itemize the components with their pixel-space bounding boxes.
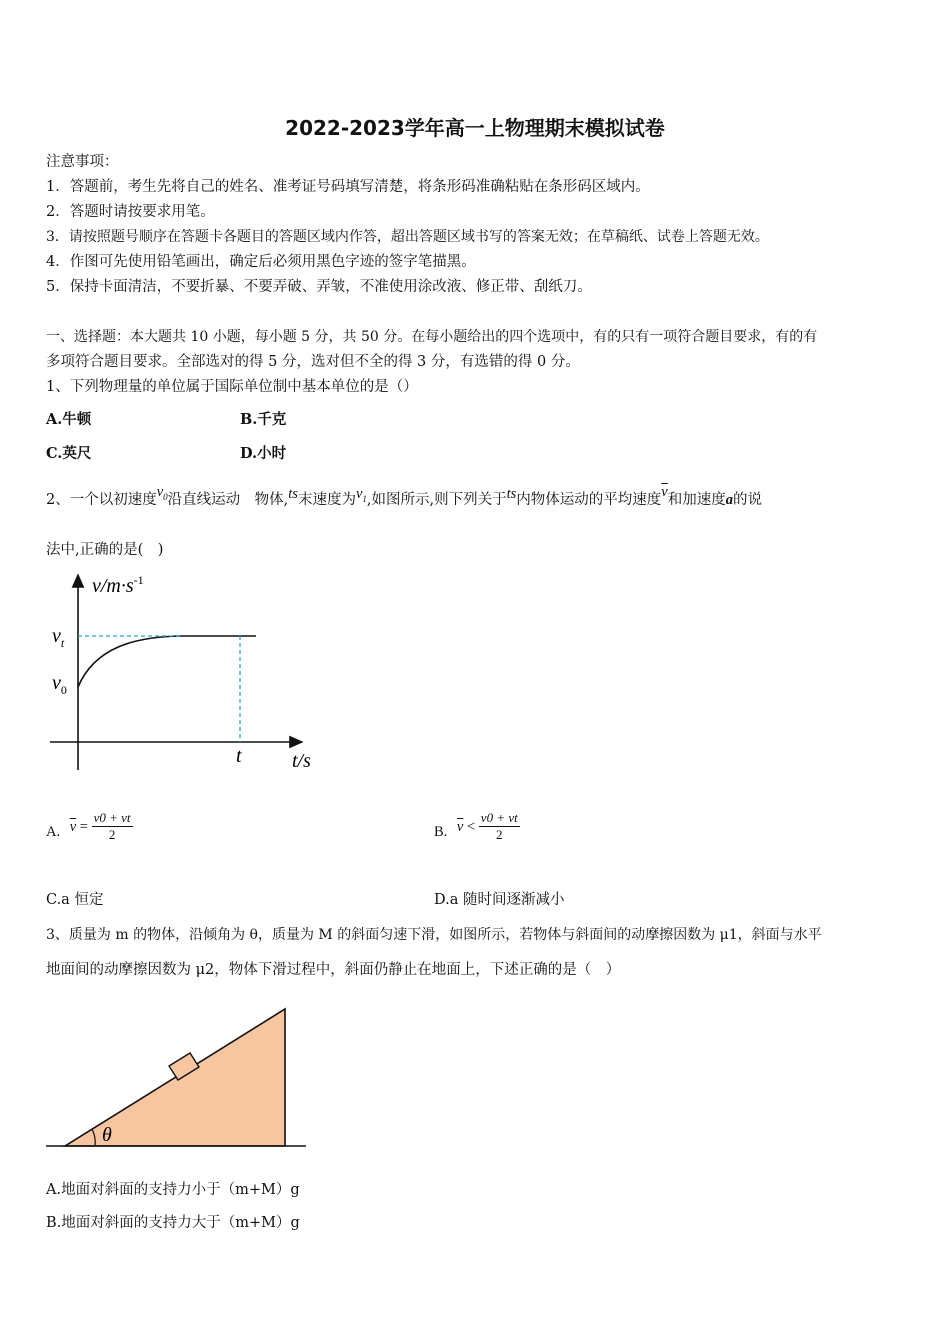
q2-text-6: 和加速度 — [667, 492, 726, 508]
incline-diagram — [40, 1000, 315, 1155]
velocity-curve — [78, 636, 256, 687]
q2-text-4: ,如图所示,则下列关于 — [366, 492, 507, 508]
q2-text-2: 沿直线运动 物体, — [167, 492, 289, 508]
notes-item-2: 2．答题时请按要求用笔。 — [46, 204, 215, 220]
q1-option-d: D.小时 — [240, 445, 287, 462]
velocity-time-graph — [40, 565, 330, 780]
notes-heading: 注意事项： — [46, 154, 119, 170]
q1-option-b: B.千克 — [240, 411, 287, 428]
q2-b-fraction: $\frac{v0 + vt}{2}$ — [480, 810, 518, 842]
q3-stem-line-1: 3、质量为 m 的物体，沿倾角为 θ，质量为 M 的斜面匀速下滑，如图所示，若物体与斜面间的动摩擦因数为 μ1，斜面与水平 — [46, 927, 822, 943]
graph-x-label: t/s — [292, 750, 311, 772]
q2-stem-line-2: 法中,正确的是( ) — [46, 542, 164, 558]
theta-label: θ — [102, 1124, 112, 1146]
q2-option-c: C.a 恒定 — [46, 892, 104, 908]
q2-v0-symbol: $v_0$ — [156, 484, 168, 502]
q2-option-b: B. $\overline{v}$ < $\frac{v0 + vt}{2}$ — [434, 810, 518, 842]
notes-item-1: 1．答题前，考生先将自己的姓名、准考证号码填写清楚，将条形码准确粘贴在条形码区域内。 — [46, 179, 650, 195]
page-title: 2022-2023学年高一上物理期末模拟试卷 — [285, 116, 665, 140]
q2-ts-symbol-2: ts — [506, 486, 517, 502]
section-1-line-1: 一、选择题：本大题共 10 小题，每小题 5 分，共 50 分。在每小题给出的四个选项中，有的只有一项符合题目要求，有的有 — [46, 329, 818, 345]
q2-stem-line-1 — [46, 484, 762, 515]
q2-ts-symbol-1: ts — [288, 486, 298, 502]
section-1-line-2: 多项符合题目要求。全部选对的得 5 分，选对但不全的得 3 分，有选错的得 0 分。 — [46, 354, 580, 370]
q1-stem: 1、下列物理量的单位属于国际单位制中基本单位的是（） — [46, 379, 418, 395]
q2-option-a: A. $\overline{v}$ = $\frac{v0 + vt}{2}$ — [46, 810, 131, 842]
q3-stem-line-2: 地面间的动摩擦因数为 μ2，物体下滑过程中，斜面仍静止在地面上，下述正确的是（ ） — [46, 962, 621, 978]
q2-v1-symbol: $v_1$ — [355, 486, 367, 504]
graph-vt-label: $v_t$ — [52, 625, 65, 650]
incline-triangle — [65, 1009, 285, 1146]
q3-option-b: B.地面对斜面的支持力大于（m+M）g — [46, 1215, 300, 1231]
notes-item-4: 4．作图可先使用铅笔画出，确定后必须用黑色字迹的签字笔描黑。 — [46, 254, 476, 270]
q2-text-7: 的说 — [732, 492, 762, 508]
graph-v0-label: $v_0$ — [52, 672, 67, 697]
q2-vbar-symbol: $\overline{v}$ — [661, 484, 668, 500]
q2-text-3: 末速度为 — [297, 492, 356, 508]
q2-option-d: D.a 随时间逐渐减小 — [434, 892, 565, 908]
q1-option-a: A.牛顿 — [46, 411, 92, 428]
graph-y-label: $v/m\cdot s^{-1}$ — [92, 573, 144, 597]
notes-item-5: 5．保持卡面清洁，不要折暴、不要弄破、弄皱，不准使用涂改液、修正带、刮纸刀。 — [46, 279, 592, 295]
q2-a-vbar: $\overline{v}$ — [69, 818, 77, 835]
graph-t-label: t — [236, 745, 242, 767]
q2-text-1: 2、一个以初速度 — [46, 492, 157, 508]
q2-a-fraction: $\frac{v0 + vt}{2}$ — [93, 810, 131, 842]
q1-option-c: C.英尺 — [46, 445, 92, 462]
notes-item-3: 3．请按照题号顺序在答题卡各题目的答题区域内作答，超出答题区域书写的答案无效；在草稿纸、试卷上答题无效。 — [46, 229, 769, 245]
q2-b-vbar: $\overline{v}$ — [456, 818, 464, 835]
q2-text-5: 内物体运动的平均速度 — [516, 492, 662, 508]
q2-a-symbol: a — [725, 492, 733, 508]
q3-option-a: A.地面对斜面的支持力小于（m+M）g — [46, 1182, 300, 1198]
